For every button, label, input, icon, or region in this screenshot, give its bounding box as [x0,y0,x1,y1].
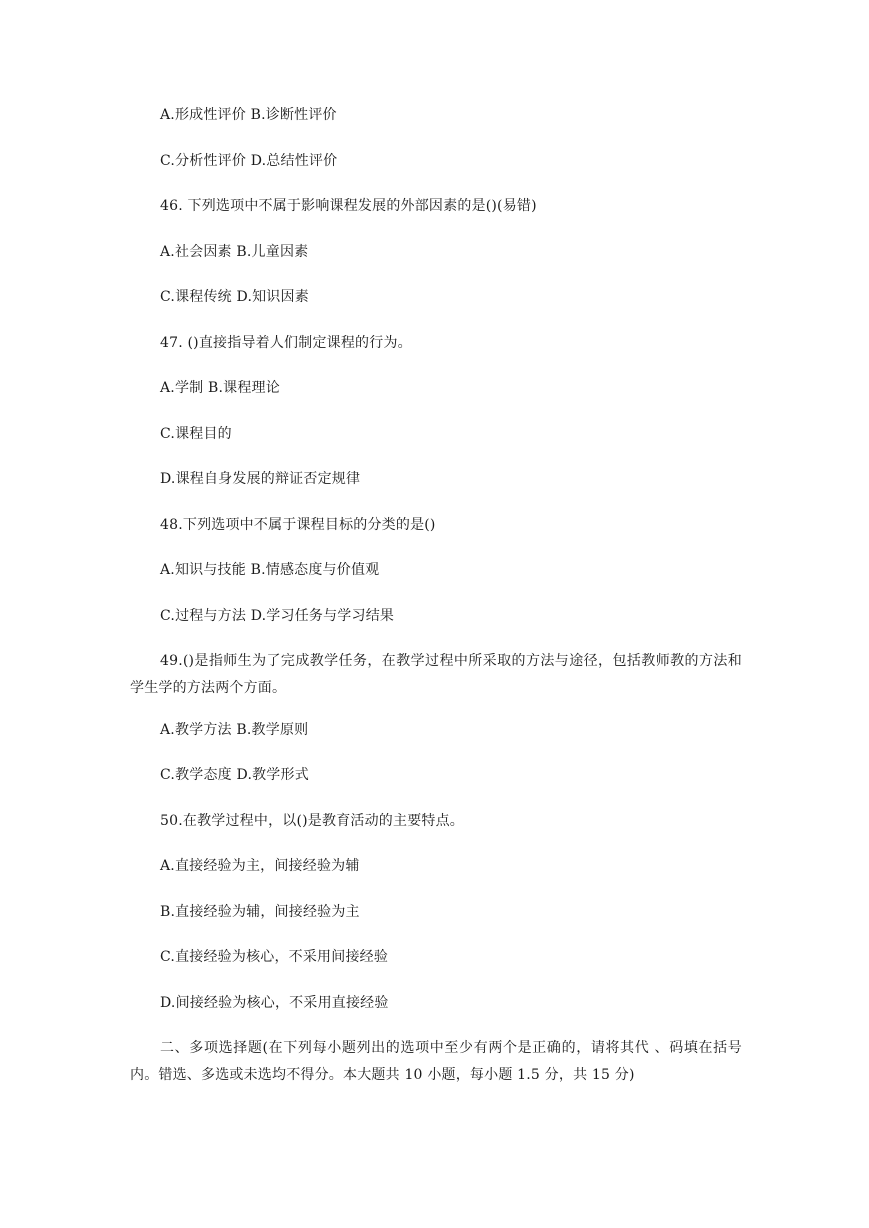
option-line-a-b-47: A.学制 B.课程理论 [160,380,280,396]
question-46: 46. 下列选项中不属于影响课程发展的外部因素的是()(易错) [160,198,537,214]
option-c-47: C.课程目的 [160,426,232,442]
option-line-a-b-49: A.教学方法 B.教学原则 [160,722,309,738]
option-line-c-d-46: C.课程传统 D.知识因素 [160,289,309,305]
question-48: 48.下列选项中不属于课程目标的分类的是() [160,517,436,533]
option-c-50: C.直接经验为核心，不采用间接经验 [160,949,389,965]
question-50: 50.在教学过程中，以()是教育活动的主要特点。 [160,813,464,829]
option-line-c-d-49: C.教学态度 D.教学形式 [160,767,309,783]
question-49: 49.()是指师生为了完成教学任务，在教学过程中所采取的方法与途径，包括教师教的方法和学生学的方法两个方面。 [130,653,742,696]
option-line-a-b-48: A.知识与技能 B.情感态度与价值观 [160,562,380,578]
section-heading-multiple-choice: 二、多项选择题(在下列每小题列出的选项中至少有两个是正确的，请将其代 、码填在括号内。错选、多选或未选均不得分。本大题共 10 小题，每小题 1.5 分，共 15 分) [130,1040,742,1083]
option-d-50: D.间接经验为核心，不采用直接经验 [160,995,389,1011]
option-line-c-d-45: C.分析性评价 D.总结性评价 [160,153,338,169]
option-line-a-b-45: A.形成性评价 B.诊断性评价 [160,107,337,123]
option-a-50: A.直接经验为主，间接经验为辅 [160,858,360,874]
option-line-a-b-46: A.社会因素 B.儿童因素 [160,244,309,260]
option-b-50: B.直接经验为辅，间接经验为主 [160,904,360,920]
option-d-47: D.课程自身发展的辩证否定规律 [160,471,361,487]
option-line-c-d-48: C.过程与方法 D.学习任务与学习结果 [160,608,395,624]
question-47: 47. ()直接指导着人们制定课程的行为。 [160,335,412,351]
